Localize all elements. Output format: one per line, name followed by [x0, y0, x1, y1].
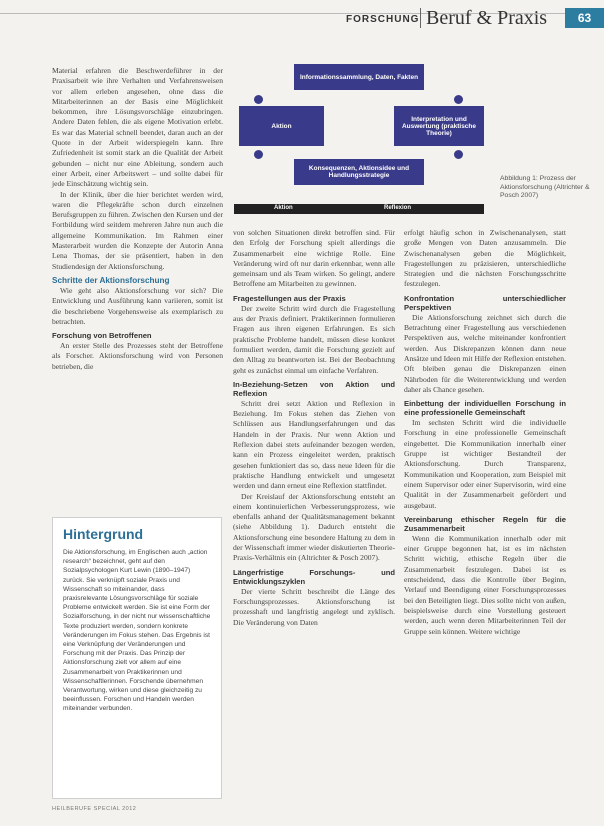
subheading-schritte: Schritte der Aktionsforschung — [52, 275, 170, 285]
diagram-top-box: Informationssammlung, Daten, Fakten — [294, 64, 424, 90]
diagram-left-box: Aktion — [239, 106, 324, 146]
paragraph: Der zweite Schritt wird durch die Fragestellung aus der Praxis definiert. Praktikerinnen formulieren Fragen aus ihren eigenen Erfahrungen. Es sich praktische Probleme handelt, müssen diese konkret formuliert werden, damit die Forschung gezielt auf den Alltag zu beantworten ist. Bei der Beobachtung geht es zunächst einmal um einfache Verfahren. — [233, 303, 395, 375]
subheading-bezug: In-Beziehung-Setzen von Aktion und Reflexion — [233, 379, 395, 398]
header-divider — [420, 8, 421, 28]
paragraph: Die Aktionsforschung zeichnet sich durch die Betrachtung einer Fragestellung aus verschiedenen Perspektiven aus, welche miteinander konfrontiert werden. Aus Diskrepanzen können dann neue Ansätze und Ideen mit Hilfe der Reflexion entstehen. Oft bleiben genau die Diskrepanzen einen Nährboden für die Weiterentwicklung und werden daher als Chance gesehen. — [404, 312, 566, 394]
column-3 — [404, 228, 566, 637]
action-research-diagram — [234, 64, 484, 214]
paragraph: erfolgt häufig schon in Zwischenanalysen, statt große Mengen von Daten anzusammeln. Die Zwischenanalysen geben die Möglichkeit, Fragestellungen zu präzisieren, unterschiedliche Strategien und die nächsten Forschungsschritte festzulegen. — [404, 228, 566, 289]
paragraph: von solchen Situationen direkt betroffen sind. Für den Erfolg der Forschung spielt allerdings die Zusammenarbeit eine wichtige Rolle. Eine Veränderung wird oft nur darin erkennbar, wenn alle gemeinsam und als Team wirken. So gelingt, andere Betroffene am Mitarbeiten zu gewinnen. — [233, 228, 395, 289]
section-label: FORSCHUNG — [346, 14, 420, 25]
action-reflection-bar — [234, 204, 484, 214]
subheading-lang: Längerfristige Forschungs- und Entwicklungszyklen — [233, 567, 395, 586]
figure-caption: Abbildung 1: Prozess der Aktionsforschung (Altrichter & Posch 2007) — [500, 175, 590, 199]
column-2 — [233, 228, 395, 628]
paragraph: Wenn die Kommunikation innerhalb oder mit einer Gruppe begonnen hat, ist es im nächsten Schritt wichtig, ethische Regeln über die Zusammenarbeit festzulegen. Dabei ist es entscheidend, dass die Kontrolle über Beginn, Verlauf und Beendigung einer Forschungsprozesses bei den Beteiligten liegt. Dies sollte nicht von außen, beispielsweise durch eine Vorstellung gesteuert werden, auch wenn deren Mitarbeiterinnen Teil der Gruppe sein können. Weitere wichtige — [404, 533, 566, 636]
subheading-einbettung: Einbettung der individuellen Forschung in eine professionelle Gemeinschaft — [404, 399, 566, 418]
page-number: 63 — [565, 8, 604, 28]
section-title: Beruf & Praxis — [426, 7, 548, 29]
subheading-betroffene: Forschung von Betroffenen — [52, 331, 152, 341]
subheading-vereinbarung: Vereinbarung ethischer Regeln für die Zusammenarbeit — [404, 514, 566, 533]
cycle-node — [254, 150, 263, 159]
bar-label-aktion: Aktion — [274, 205, 293, 211]
paragraph: Der vierte Schritt beschreibt die Länge des Forschungsprozesses. Aktionsforschung ist prozesshaft und langfristig angelegt und zyklisch. Die Veränderung von Daten — [233, 586, 395, 627]
diagram-right-box: Interpretation und Auswertung (praktische Theorie) — [394, 106, 484, 146]
subheading-konfrontation: Konfrontation unterschiedlicher Perspektiven — [404, 293, 566, 312]
cycle-node — [454, 150, 463, 159]
infobox-text: Die Aktionsforschung, im Englischen auch „action research“ bezeichnet, geht auf den Sozialpsychologen Kurt Lewin (1890–1947) zurück. Sie verknüpft soziale Praxis und Wissenschaft so miteinander, dass praxisrelevante Lösungsvorschläge für soziale Probleme entwickelt werden. Sie ist eine Form der Sozialforschung, in der nicht nur wissenschaftliche Texte produziert werden, sondern konkrete Veränderungen im Fokus stehen. Das Ergebnis ist eine Verknüpfung der Veränderungen und Forschung mit der Praxis. Das Prinzip der Aktionsforschung zielt vor allem auf eine Zusammenarbeit von Praktikerinnen und Wissenschaftlerinnen. Forschende übernehmen Verantwortung, wirken und diese gleichzeitig zu beeinflussen. Forschen und Handeln werden miteinander verbunden. — [63, 549, 211, 713]
paragraph: An erster Stelle des Prozesses steht der Betroffene als Forscher. Aktionsforschung wird von Personen betrieben, die — [52, 341, 223, 371]
diagram-bottom-box: Konsequenzen, Aktionsidee und Handlungsstrategie — [294, 159, 424, 185]
cycle-node — [454, 95, 463, 104]
paragraph: Wie geht also Aktionsforschung vor sich? Die Entwicklung und Ausführung kann variieren, somit ist die beschriebene Vorgehensweise als exemplarisch zu betrachten. — [52, 285, 223, 326]
paragraph: In der Klinik, über die hier berichtet werden wird, waren die Pflegekräfte schon durch einzelnen Berufsgruppen zu führen. Zwischen den Kursen und der Fortbildung wird seitdem mehreren Jahre nun auch die allgemeine Kommunikation. Im Rahmen einer Masterarbeit wurden die Konzepte der Autorin Anna Lena Thomas, der sie präsentiert, haben in den Studiendesign der Aktionsforschung. — [52, 189, 223, 271]
background-info-box — [52, 517, 222, 799]
paragraph: Im sechsten Schritt wird die individuelle Forschung in eine professionelle Gemeinschaft eingebettet. Die Kommunikation innerhalb einer Gruppe ist wichtiger Bestandteil der Aktionsforschung. Durch Transparenz, Kommunikation und Kooperation, zum Beispiel mit einem Supervisor oder einer Supervisorin, wird eine Qualität in der Zusammenarbeit gefördert und ausgebaut. — [404, 418, 566, 510]
infobox-title: Hintergrund — [63, 526, 144, 542]
column-1 — [52, 66, 223, 372]
bar-label-reflexion: Reflexion — [384, 205, 412, 211]
paragraph: Der Kreislauf der Aktionsforschung entsteht an einem kontinuierlichen Verbesserungsprozess, wie ebenfalls anhand der Qualitätsmanagement bekannt (siehe Abbildung 1). Dadurch entsteht die Aktionsforschung eine besondere Haltung zu dem in der Wissenschaft immer wieder diskutierten Theorie-Praxis-Verhältnis ein (Altrichter & Posch 2007). — [233, 491, 395, 563]
paragraph: Material erfahren die Beschwerdeführer in der Praxisarbeit wie ihre Verhalten und Verfahrensweisen vor allem erleben angesehen, ohne dass die Mitarbeiterinnen an der Basis eine Möglichkeit bekommen, ihre Lösungsvorschläge einzubringen. Andere Daten fehlen, die als eigene Motivation erlebt. Es war das Material schnell beendet, daran auch an der Quote in der Arbeit widerspiegeln kann. Ihre Zufriedenheit ist somit stark an die Qualität der Arbeit gebunden – nicht nur eine Ableitung, sondern auch einer Arbeit, einer Arbeitswert – und sollte dabei für jede Einschätzung wichtig sein. — [52, 66, 223, 189]
subheading-fragen: Fragestellungen aus der Praxis — [233, 293, 346, 303]
page-footer: HEILBERUFE SPECIAL 2012 — [52, 806, 137, 812]
paragraph: Schritt drei setzt Aktion und Reflexion in Beziehung. Im Fokus stehen das Ziehen von Schlüssen aus Handlungserfahrungen und das Handeln in der Praxis. Nur wenn Aktion und Reflexion dabei stets aufeinander bezogen werden, kann ein Prozess eingeleitet werden, praktisch gesehen funktioniert das so, dass neue Ideen für die praktische Handlung entwickelt und umgesetzt werden und dann erneut eine Reflexion stattfindet. — [233, 398, 395, 491]
cycle-node — [254, 95, 263, 104]
